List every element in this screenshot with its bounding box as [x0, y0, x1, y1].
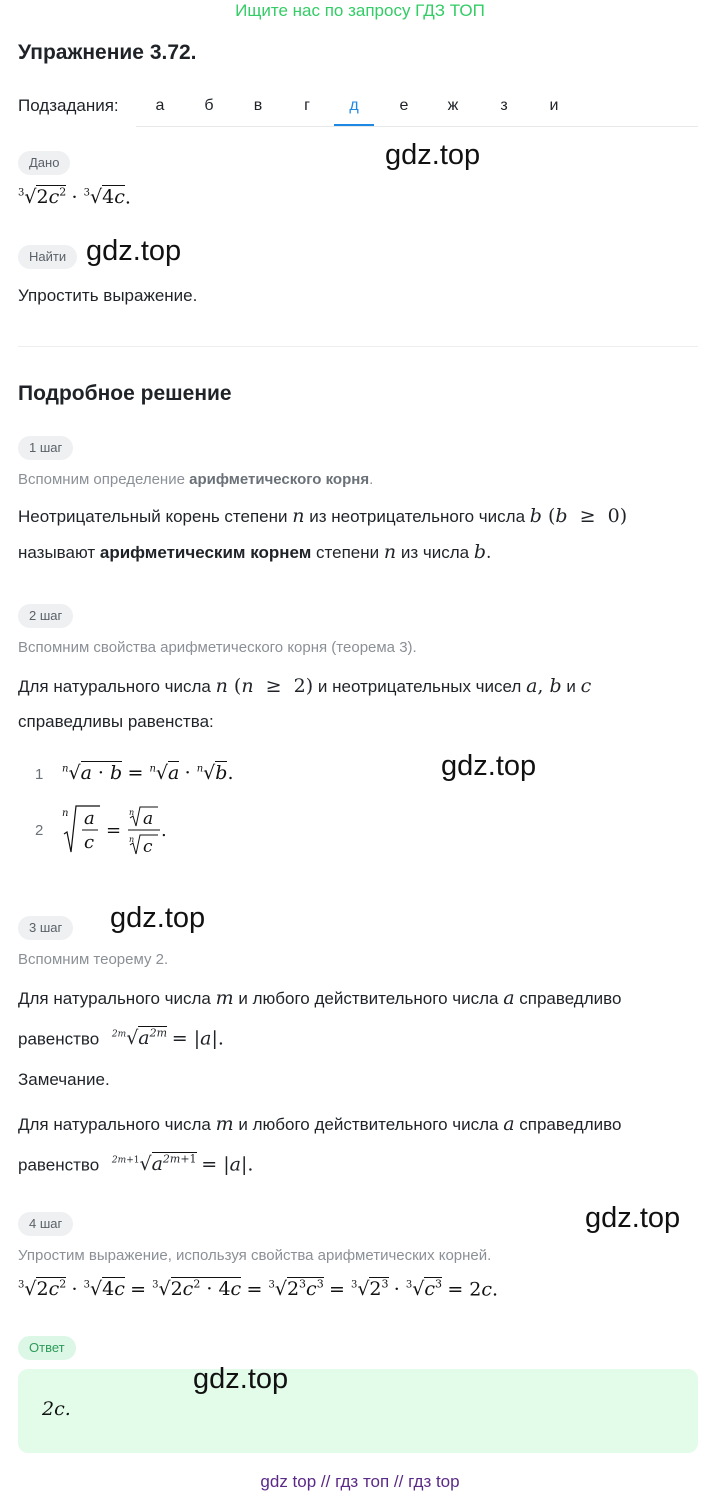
- tab-i[interactable]: и: [549, 97, 559, 114]
- step-2-chip: 2 шаг: [18, 604, 73, 628]
- watermark: gdz.top: [441, 750, 537, 782]
- tab-b[interactable]: б: [204, 97, 214, 114]
- step-2-line-1: Для натурального числа n (n ≥ 2) и неотрицательных чисел a, b и c: [18, 675, 592, 697]
- svg-text:c: c: [143, 837, 153, 857]
- root-product-rule: $^n$√a · b = $^n$√a · $^n$√b.: [62, 762, 234, 784]
- watermark: gdz.top: [110, 902, 206, 934]
- step-3-chip: 3 шаг: [18, 916, 73, 940]
- step-1-line-1: Неотрицательный корень степени n из неотрицательного числа b (b ≥ 0): [18, 505, 628, 527]
- exercise-title: Упражнение 3.72.: [18, 41, 197, 64]
- tab-v[interactable]: в: [253, 97, 263, 114]
- answer-value: 2c.: [42, 1398, 71, 1420]
- tab-z[interactable]: з: [500, 97, 508, 114]
- svg-text:a: a: [84, 808, 95, 829]
- subtasks-label: Подзадания:: [18, 96, 119, 115]
- step-3-line-1: Для натурального числа m и любого действительного числа a справедливо: [18, 987, 622, 1009]
- tab-d[interactable]: д: [334, 88, 374, 126]
- step-1-line-2: называют арифметическим корнем степени n из числа b.: [18, 541, 492, 563]
- step-3-line-3: Для натурального числа m и любого действительного числа a справедливо: [18, 1113, 622, 1135]
- given-expression: $^3√2c^2 \cdot ^3√4c$.: [18, 186, 131, 209]
- svg-text:.: .: [161, 820, 167, 841]
- step-3-hint: Вспомним теорему 2.: [18, 951, 169, 968]
- footer-links[interactable]: gdz top // гдз топ // гдз top: [260, 1472, 460, 1491]
- simplification-chain: $^3√2c^2 \cdot ^3√4c = ^3√2c^2 \cdot 4c = ^3√2^3c^3 = ^3√2^3 \cdot ^3√c^3 = 2c$.: [18, 1278, 499, 1301]
- step-3-line-4: равенство $^{2m+1}√a^{2m+1} = |a|$.: [18, 1153, 254, 1176]
- svg-text:n: n: [62, 808, 69, 819]
- list-number: 2: [35, 822, 44, 839]
- tab-e[interactable]: е: [399, 97, 409, 114]
- step-4-chip: 4 шаг: [18, 1212, 73, 1236]
- step-1-hint: Вспомним определение арифметического корня.: [18, 471, 374, 488]
- step-2-hint: Вспомним свойства арифметического корня (теорема 3).: [18, 639, 417, 656]
- tab-zh[interactable]: ж: [447, 97, 459, 114]
- step-2-line-2: справедливы равенства:: [18, 712, 214, 731]
- step-1-chip: 1 шаг: [18, 436, 73, 460]
- subtask-tabs: [136, 88, 698, 127]
- step-4-hint: Упростим выражение, используя свойства арифметических корней.: [18, 1247, 492, 1264]
- answer-box: [18, 1369, 698, 1453]
- svg-text:=: =: [106, 820, 122, 841]
- given-chip: Дано: [18, 151, 70, 175]
- watermark: gdz.top: [585, 1202, 681, 1234]
- watermark: gdz.top: [193, 1363, 289, 1395]
- divider: [18, 346, 698, 347]
- answer-chip: Ответ: [18, 1336, 76, 1360]
- tab-a[interactable]: а: [155, 97, 165, 114]
- find-text: Упростить выражение.: [18, 286, 198, 305]
- search-banner: Ищите нас по запросу ГДЗ ТОП: [235, 1, 485, 20]
- svg-text:n: n: [129, 835, 135, 844]
- step-3-line-2: равенство $^{2m}√a^{2m} = |a|$.: [18, 1027, 224, 1050]
- watermark: gdz.top: [385, 139, 481, 171]
- tab-g[interactable]: г: [304, 97, 310, 114]
- watermark: gdz.top: [86, 235, 182, 267]
- find-chip: Найти: [18, 245, 77, 269]
- list-number: 1: [35, 766, 44, 783]
- solution-title: Подробное решение: [18, 382, 232, 405]
- remark: Замечание.: [18, 1070, 110, 1089]
- svg-text:c: c: [84, 832, 95, 853]
- svg-text:a: a: [143, 809, 154, 829]
- svg-text:n: n: [129, 808, 135, 817]
